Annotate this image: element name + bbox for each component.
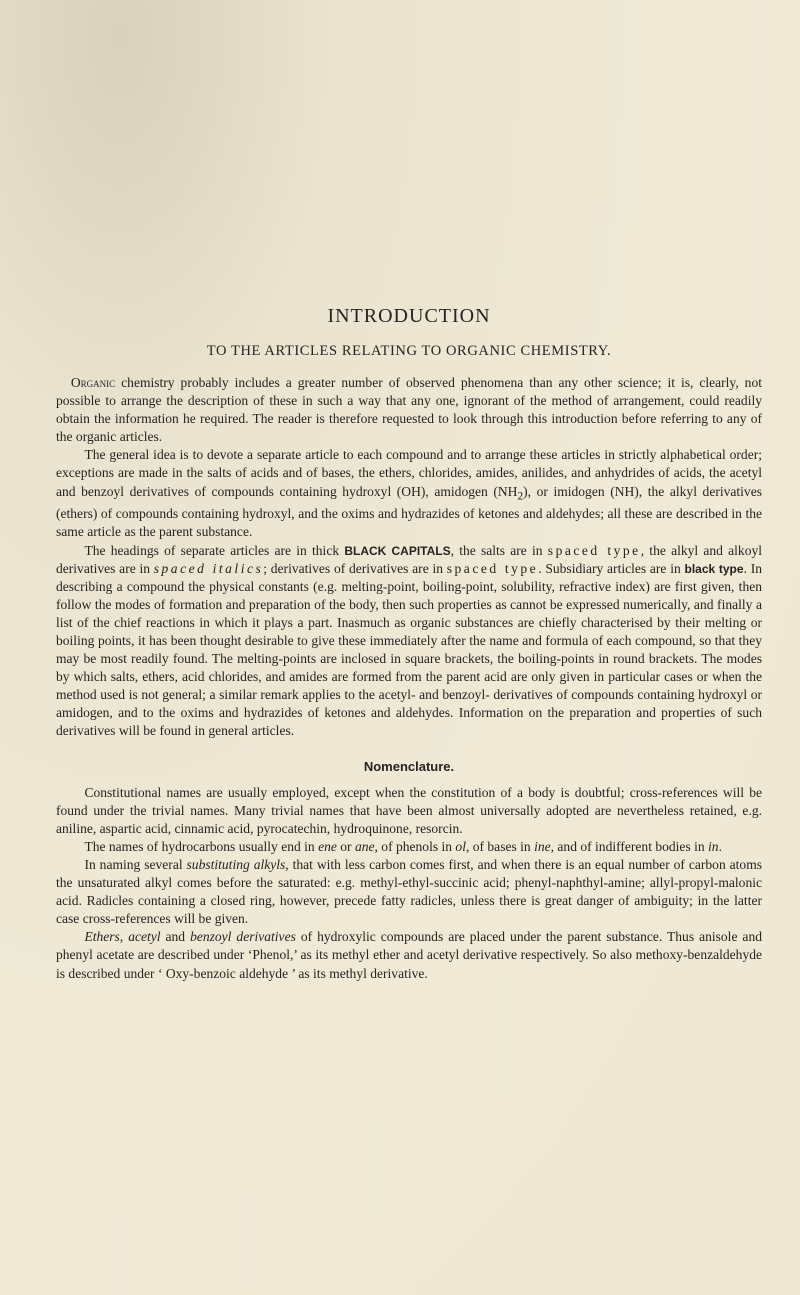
paragraph-5-text-f: . [718,838,722,854]
suffix-ene: ene [318,838,337,854]
benzoyl-derivatives-term: benzoyl derivatives [190,929,296,945]
paragraph-7-text-c: of hydroxylic compounds are placed under the parent substance. Thus anisole and phenyl acetate are described under ‘Phenol,’ as its methyl ether and acetyl derivative respectively. So also methoxy-benzaldehyde is described under ‘ Oxy-benzoic aldehyde ’ as its methyl derivative. [56,929,762,981]
subscript-2: 2 [517,490,524,503]
paragraph-3-text-f: . In describing a compound the physical constants (e.g. melting-point, boiling-point, solubility, refractive index) are first given, then follow the modes of formation and preparation of the body, then such properties as cannot be expressed numerically, and finally a list of the chief reactions in which it plays a part. Inasmuch as organic substances are chiefly characterised by their melting or boiling points, it has been thought desirable to give these immediately after the name and formula of each compound, so that they may be most readily found. The melting-points are inclosed in square brackets, the boiling-points in round brackets. The modes by which salts, ethers, acid chlorides, and amides are formed from the parent acid are only given in particular cases or when the method used is not general; a similar remark applies to the acetyl- and benzoyl- derivatives of compounds containing hydroxyl or amidogen, and to the oxims and hydrazides of ketones and aldehydes. Information on the preparation and properties of such derivatives will be found in general articles. [56,560,762,739]
paragraph-1 [56,374,762,446]
paragraph-2 [56,446,762,541]
paragraph-3 [56,542,762,741]
suffix-ol: ol [455,838,466,854]
paragraph-4: Constitutional names are usually employed, except when the constitution of a body is doubtful; cross-references will be found under the trivial names. Many trivial names that have been almost universally adopted are nevertheless retained, e.g. aniline, aspartic acid, cinnamic acid, pyrocatechin, hydroquinone, resorcin. [56,784,762,836]
page-title: INTRODUCTION [327,305,491,327]
paragraph-5-text-b: or [336,838,355,854]
paragraph-5-text-d: , of bases in [465,838,535,854]
drop-lead-word: Organic [70,375,116,390]
suffix-ane: ane [354,838,375,854]
acetyl-term: acetyl [128,929,161,945]
substituting-alkyls-term: substituting alkyls [186,856,286,872]
spaced-type-term-2: spaced type [446,560,539,576]
black-type-term: black type [684,561,744,576]
spaced-type-term: spaced type [547,542,641,558]
paragraph-5 [56,838,762,856]
paragraph-3-text-a: The headings of separate articles are in thick [84,542,345,558]
page-subtitle: TO THE ARTICLES RELATING TO ORGANIC CHEMISTRY. [206,343,612,359]
spaced-italics-term: spaced italics [153,560,264,576]
paragraph-5-text-a: The names of hydrocarbons usually end in [84,838,319,854]
paragraph-7 [56,928,762,982]
section-heading-nomenclature: Nomenclature. [363,758,455,774]
page-content [56,305,762,983]
paragraph-5-text-e: , and of indifferent bodies in [550,838,709,854]
paragraph-2-text-a: The general idea is to devote a separate article to each compound and to arrange these articles in strictly alphabetical order; exceptions are made in the salts of acids and of bases, the ethers, chlorides, amides, anilides, and anhydrides of acids, the acetyl and benzoyl derivatives of compounds containing hydroxyl (OH), amidogen (NH [56,447,762,499]
paragraph-6-text-b: , that with less carbon comes first, and when there is an equal number of carbon atoms the unsaturated alkyl comes before the saturated: e.g. methyl-ethyl-succinic acid; phenyl-naphthyl-amine; allyl-propyl-malonic acid. Radicles containing a closed ring, however, precede fatty radicles, unless there is great danger of ambiguity; in the latter case cross-references will be given. [56,856,763,927]
suffix-in: in [708,838,719,854]
ethers-term: Ethers [84,929,120,945]
black-capitals-term: BLACK CAPITALS [344,543,451,558]
paragraph-3-text-e: . Subsidiary articles are in [538,560,685,576]
paragraph-2-text-b: ), or imidogen (NH), the alkyl derivatives (ethers) of compounds containing hydroxyl, and the oxims and hydrazides of ketones and aldehydes; all these are described in the same article as the parent substance. [56,483,762,540]
paragraph-1-text: chemistry probably includes a greater number of observed phenomena than any other science; it is, clearly, not possible to arrange the description of these in such a way that any one, ignorant of the method of arrangement, could readily obtain the information he required. The reader is therefore requested to look through this introduction before referring to any of the organic articles. [56,375,762,445]
paragraph-3-text-d: ; derivatives of derivatives are in [263,560,447,576]
paragraph-7-text-a: , [119,929,129,945]
paragraph-5-text-c: , of phenols in [374,838,456,854]
paragraph-3-text-b: , the salts are in [450,542,548,558]
paragraph-6-text-a: In naming several [84,856,187,872]
paragraph-7-text-b: and [160,929,191,945]
paragraph-6 [56,856,762,928]
suffix-ine: ine [534,838,551,854]
paragraph-3-text-c: , the alkyl and alkoyl derivatives are in [56,542,763,576]
